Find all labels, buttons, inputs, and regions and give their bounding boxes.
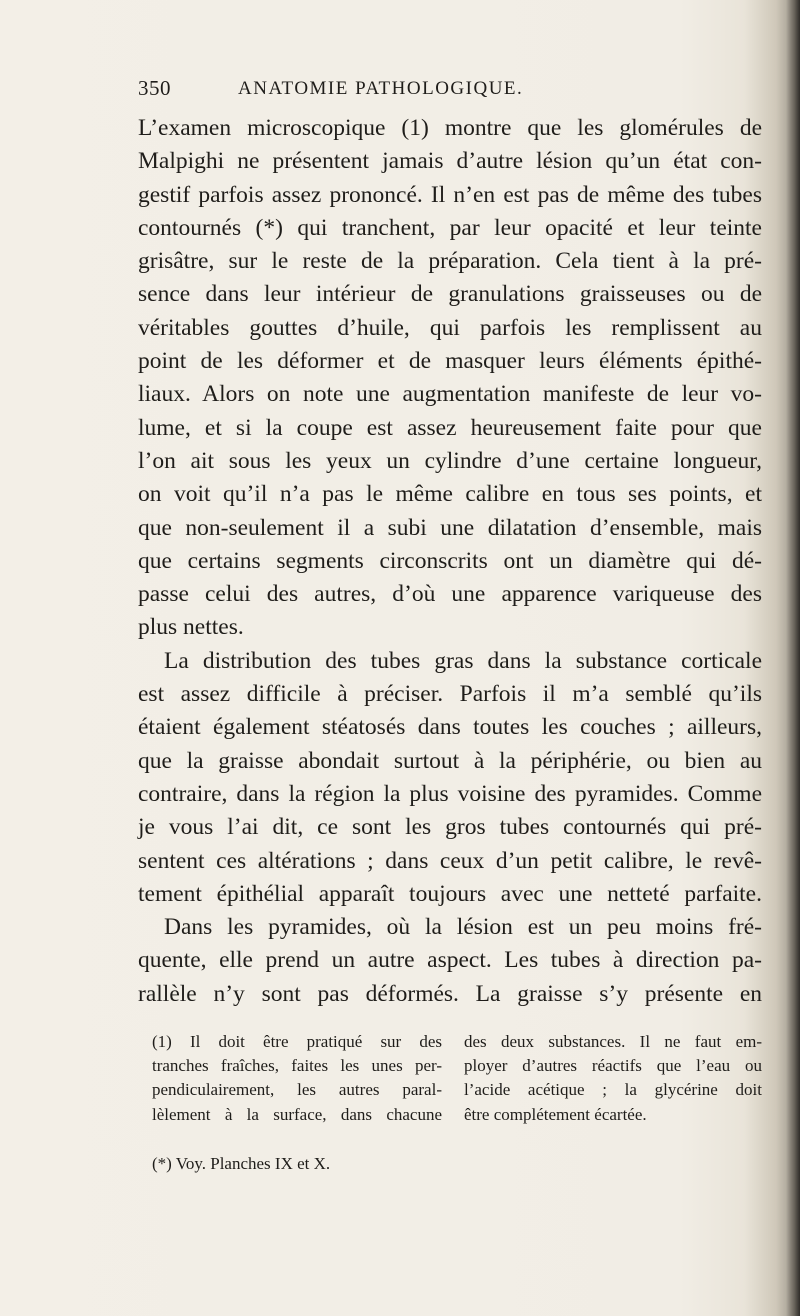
footnote-line: des deux substances. Il ne faut em-	[464, 1032, 762, 1051]
footnote-line: être complétement écartée.	[464, 1104, 647, 1124]
text-line: est assez difficile à préciser. Parfois il m’a semblé qu’ils	[138, 681, 762, 708]
text-line: lume, et si la coupe est assez heureusement faite pour que	[138, 414, 762, 441]
text-line: gestif parfois assez prononcé. Il n’en est pas de même des tubes	[138, 181, 762, 208]
footnote-line: l’acide acétique ; la glycérine doit	[464, 1080, 762, 1100]
text-line: tement épithélial apparaît toujours avec une netteté parfaite.	[138, 880, 762, 907]
text-line: passe celui des autres, d’où une apparence variqueuse des	[138, 581, 762, 608]
text-line: sence dans leur intérieur de granulations graisseuses ou de	[138, 281, 762, 308]
text-line: étaient également stéatosés dans toutes les couches ; ailleurs,	[138, 714, 762, 741]
text-line: que non-seulement il a subi une dilatation d’ensemble, mais	[138, 514, 762, 541]
text-line: rallèle n’y sont pas déformés. La graisse s’y présente en	[138, 980, 762, 1007]
text-line: contraire, dans la région la plus voisine des pyramides. Comme	[138, 780, 762, 807]
footnote-line: tranches fraîches, faites les unes per-	[152, 1056, 442, 1076]
text-line: que certains segments circonscrits ont un diamètre qui dé-	[138, 547, 762, 574]
text-line: liaux. Alors on note une augmentation manifeste de leur vo-	[138, 381, 762, 408]
text-line: La distribution des tubes gras dans la substance corticale	[164, 647, 762, 674]
page-header	[138, 76, 778, 106]
text-line: que la graisse abondait surtout à la périphérie, ou bien au	[138, 747, 762, 774]
text-line: l’on ait sous les yeux un cylindre d’une certaine longueur,	[138, 447, 762, 474]
text-line: point de les déformer et de masquer leurs éléments épithé-	[138, 348, 762, 375]
main-text	[138, 112, 762, 1011]
text-line: on voit qu’il n’a pas le même calibre en tous ses points, et	[138, 481, 762, 508]
running-head: ANATOMIE PATHOLOGIQUE.	[238, 78, 524, 99]
text-line: L’examen microscopique (1) montre que les glomérules de	[138, 115, 762, 141]
text-line: grisâtre, sur le reste de la préparation. Cela tient à la pré-	[138, 248, 762, 275]
footnote-line: lèlement à la surface, dans chacune	[152, 1104, 442, 1124]
text-line: véritables gouttes d’huile, qui parfois les remplissent au	[138, 314, 762, 341]
footnote-line: (1) Il doit être pratiqué sur des	[152, 1032, 442, 1051]
footnote-plates-reference: (*) Voy. Planches IX et X.	[152, 1154, 331, 1173]
text-line: quente, elle prend un autre aspect. Les tubes à direction pa-	[138, 947, 762, 974]
footnote-line: ployer d’autres réactifs que l’eau ou	[464, 1056, 762, 1076]
footnote-line: pendiculairement, les autres paral-	[152, 1080, 442, 1100]
footnote-column-left	[152, 1030, 442, 1127]
text-line: sentent ces altérations ; dans ceux d’un petit calibre, le revê-	[138, 847, 762, 874]
page-number: 350	[138, 76, 171, 100]
footnote-column-right	[464, 1030, 762, 1127]
page-gutter-shadow	[786, 0, 800, 1316]
text-line: Malpighi ne présentent jamais d’autre lésion qu’un état con-	[138, 148, 762, 175]
text-line: Dans les pyramides, où la lésion est un peu moins fré-	[164, 914, 762, 941]
text-line: plus nettes.	[138, 614, 244, 641]
text-line: je vous l’ai dit, ce sont les gros tubes contournés qui pré-	[138, 814, 762, 841]
text-line: contournés (*) qui tranchent, par leur opacité et leur teinte	[138, 214, 762, 241]
